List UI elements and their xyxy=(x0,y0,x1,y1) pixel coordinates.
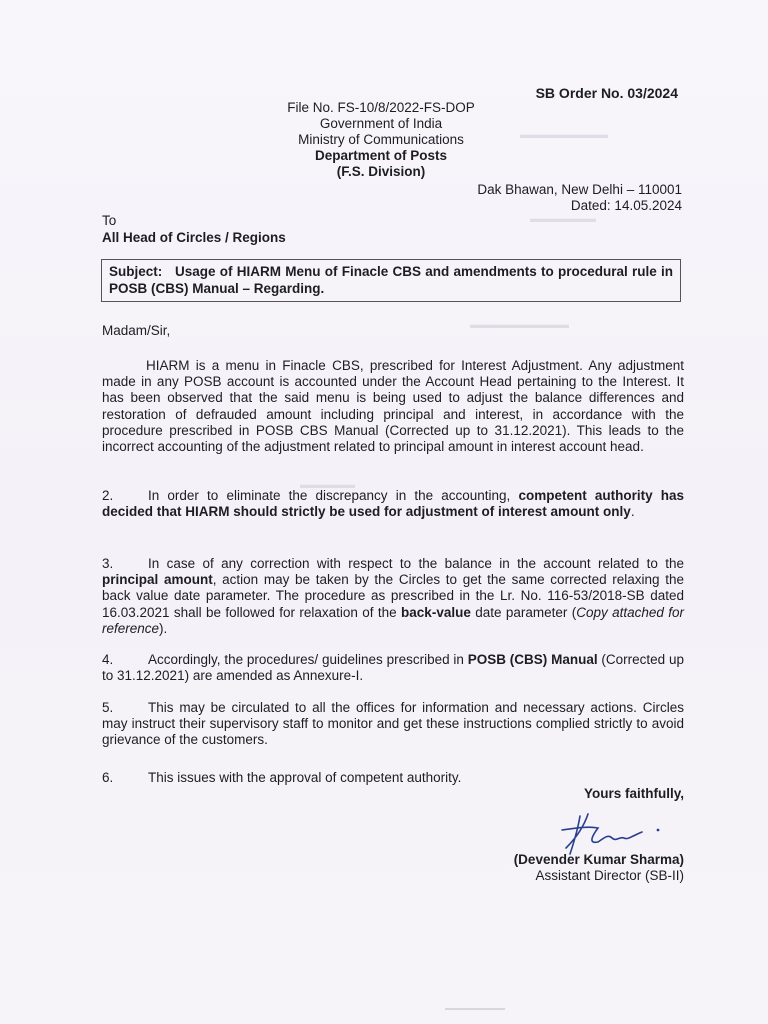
paragraph-4-end: (Corrected up to 31.12.2021) are amended as Annexure-I. xyxy=(102,652,684,684)
paragraph-3-bold-principal: principal amount xyxy=(102,572,213,588)
address-line: Dak Bhawan, New Delhi – 110001 xyxy=(477,182,682,197)
paragraph-3-bold-back-value: back-value xyxy=(401,604,471,620)
paragraph-3-number: 3. xyxy=(102,556,114,571)
paragraph-1-text: HIARM is a menu in Finacle CBS, prescribed for Interest Adjustment. Any adjustment made in any POSB account is accounted under the Account Head pertaining to the Interest. It has been observed that the said menu is being used to adjust the balance differences and restoration of defrauded amount including principal and interest, in accordance with the procedure prescribed in POSB CBS Manual (Corrected up to 31.12.2021). This leads to the incorrect accounting of the adjustment related to principal amount in interest account head. xyxy=(102,358,684,455)
ministry-line: Ministry of Communications xyxy=(298,132,464,147)
paragraph-6-text: This issues with the approval of competent authority. xyxy=(148,770,462,785)
paragraph-3-text-end: date parameter ( xyxy=(470,604,577,620)
file-number: File No. FS-10/8/2022-FS-DOP xyxy=(287,100,475,115)
dated-line: Dated: 14.05.2024 xyxy=(570,198,682,213)
salutation: Madam/Sir, xyxy=(102,323,171,338)
government-line: Government of India xyxy=(319,116,443,131)
addressee: All Head of Circles / Regions xyxy=(102,230,286,245)
to-label: To xyxy=(102,213,117,228)
paragraph-2-bold: competent authority has decided that HIARM should strictly be used for adjustment of interest amount only xyxy=(102,488,684,520)
subject-box xyxy=(101,259,681,302)
division-line: (F.S. Division) xyxy=(336,164,426,179)
paragraph-5-text: This may be circulated to all the offices for information and necessary actions. Circles may instruct their supervisory staff to monitor and get these instructions complied strictly to avoid grievance of the customers. xyxy=(102,700,684,748)
paragraph-5 xyxy=(102,700,684,749)
bleed-through-mark: ▬▬▬▬▬▬▬▬ xyxy=(520,129,608,141)
subject-text: Usage of HIARM Menu of Finacle CBS and amendments to procedural rule in POSB (CBS) Manual – Regarding. xyxy=(109,264,673,296)
scan-artifact xyxy=(445,1008,505,1010)
paragraph-4-number: 4. xyxy=(102,652,114,667)
closing: Yours faithfully, xyxy=(583,786,684,801)
department-line: Department of Posts xyxy=(314,148,448,163)
bleed-through-mark: ▬▬▬▬▬▬ xyxy=(530,213,596,225)
paragraph-6-number: 6. xyxy=(102,770,114,785)
paragraph-3-text: In case of any correction with respect to the balance in the account related to the xyxy=(148,556,684,571)
paragraph-6 xyxy=(102,770,684,786)
paragraph-2 xyxy=(102,488,684,520)
paragraph-3-text-mid: , action may be taken by the Circles to get the same corrected relaxing the back value date parameter. The procedure as prescribed in the Lr. No. 116-53/2018-SB dated 16.03.2021 shall be followed for relaxation of the xyxy=(102,572,684,620)
paragraph-2-text: In order to eliminate the discrepancy in the accounting, xyxy=(148,488,519,503)
paragraph-3-close: ). xyxy=(159,620,168,636)
paragraph-2-end: . xyxy=(630,504,635,520)
signatory-designation: Assistant Director (SB-II) xyxy=(535,868,684,883)
paragraph-1 xyxy=(102,358,684,455)
bleed-through-mark: ▬▬▬▬▬ xyxy=(300,479,355,491)
bleed-through-mark: ▬▬▬▬▬▬▬▬▬ xyxy=(470,319,569,331)
paragraph-4-text: Accordingly, the procedures/ guidelines prescribed in xyxy=(148,652,468,667)
paragraph-3-italic: Copy attached for reference xyxy=(102,604,684,636)
paragraph-4-bold: POSB (CBS) Manual xyxy=(467,652,598,667)
paragraph-5-number: 5. xyxy=(102,700,114,715)
paragraph-4 xyxy=(102,652,684,684)
paragraph-2-number: 2. xyxy=(102,488,114,503)
subject-label: Subject: xyxy=(109,264,163,279)
order-number: SB Order No. 03/2024 xyxy=(535,85,678,101)
paragraph-3 xyxy=(102,556,684,637)
signatory-name: (Devender Kumar Sharma) xyxy=(513,852,684,867)
